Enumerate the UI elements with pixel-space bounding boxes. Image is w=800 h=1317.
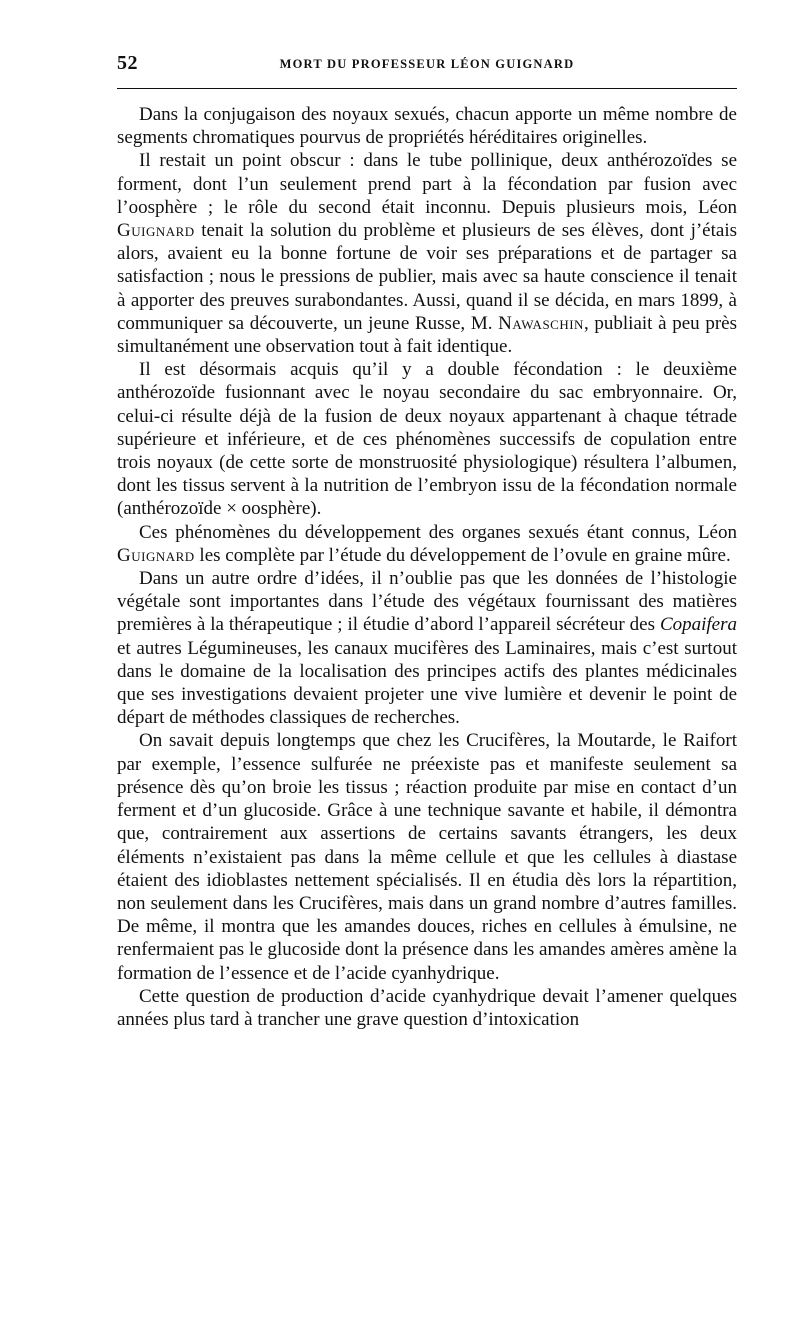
- paragraph-text: Ces phénomènes du développement des organes sexués étant connus, Léon: [139, 521, 737, 543]
- paragraph-text: Dans un autre ordre d’idées, il n’oublie pas que les données de l’histologie végétale sont importantes dans l’étude des végétaux fournissant des matières premières à la thérapeutique ; il étudie d’abord l’appareil sécréteur des: [117, 568, 737, 636]
- page-number: 52: [117, 52, 138, 74]
- paragraph-text: Dans la conjugaison des noyaux sexués, chacun apporte un même nombre de segments chromatiques pourvus de propriétés héréditaires originelles.: [117, 104, 737, 149]
- paragraph-6: [117, 729, 737, 984]
- paragraph-2: [117, 149, 737, 358]
- paragraph-text: Cette question de production d’acide cyanhydrique devait l’amener quelques années plus tard à trancher une grave question d’intoxication: [117, 985, 737, 1030]
- person-name-guignard: Guignard: [117, 544, 195, 566]
- paragraph-1: [117, 103, 737, 149]
- paragraph-text: Il restait un point obscur : dans le tube pollinique, deux anthérozoïdes se forment, dont l’un seulement prend part à la fécondation par fusion avec l’oosphère ; le rôle du second était inconnu. Depuis plusieurs mois, Léon: [117, 150, 737, 218]
- paragraph-4: [117, 521, 737, 567]
- paragraph-text: et autres Légumineuses, les canaux mucifères des Laminaires, mais c’est surtout dans le domaine de la localisation des principes actifs des plantes médicinales que ses investigations devaient projeter une vive lumière et devenir le point de départ de méthodes classiques de recherches.: [117, 637, 737, 729]
- header-rule: [117, 88, 737, 89]
- genus-name: Copaifera: [659, 614, 737, 636]
- paragraph-3: [117, 358, 737, 520]
- paragraph-5: [117, 567, 737, 729]
- paragraph-text: , publiait à peu près simultanément une observation tout à fait identique.: [117, 312, 737, 358]
- paragraph-text: les complète par l’étude du développement de l’ovule en graine mûre.: [194, 544, 731, 566]
- paragraph-text: On savait depuis longtemps que chez les Crucifères, la Moutarde, le Raifort par exemple, l’essence sulfurée ne préexiste pas et manifeste seulement sa présence dès qu’on broie les tissus ; réaction produite par mise en contact d’un ferment et d’un glucoside. Grâce à une technique savante et habile, il démontra que, contrairement aux assertions de certains savants étrangers, les deux éléments n’existaient pas dans la même cellule et que les cellules à diastase étaient des idioblastes nettement spécialisés. Il en étudia dès lors la répartition, non seulement dans les Crucifères, mais dans un grand nombre d’autres familles. De même, il montra que les amandes douces, riches en cellules à émulsine, ne renfermaient pas le glucoside dont la présence dans les amandes amères amène la formation de l’essence et de l’acide cyanhydrique.: [117, 730, 737, 984]
- person-name-nawaschin: Nawaschin: [498, 312, 584, 334]
- body-text: [117, 103, 737, 1031]
- paragraph-7: [117, 985, 737, 1031]
- page: [117, 52, 737, 1031]
- paragraph-text: tenait la solution du problème et plusieurs de ses élèves, dont j’étais alors, avaient eu la bonne fortune de voir ses préparations et de partager sa satisfaction ; nous le pressions de publier, mais avec sa haute conscience il tenait à apporter des preuves surabondantes. Aussi, quand il se décida, en mars 1899, à communiquer sa découverte, un jeune Russe, M.: [117, 220, 737, 334]
- paragraph-text: Il est désormais acquis qu’il y a double fécondation : le deuxième anthérozoïde fusionnant avec le noyau secondaire du sac embryonnaire. Or, celui-ci résulte déjà de la fusion de deux noyaux appartenant à chaque tétrade supérieure et inférieure, et de ces phénomènes successifs de copulation entre trois noyaux (de cette sorte de monstruosité physiologique) résultera l’albumen, dont les tissus servent à la nutrition de l’embryon issu de la fécondation normale (anthérozoïde × oosphère).: [117, 359, 737, 520]
- page-header: [117, 52, 737, 82]
- person-name-guignard: Guignard: [117, 220, 195, 242]
- running-title: MORT DU PROFESSEUR LÉON GUIGNARD: [279, 57, 575, 71]
